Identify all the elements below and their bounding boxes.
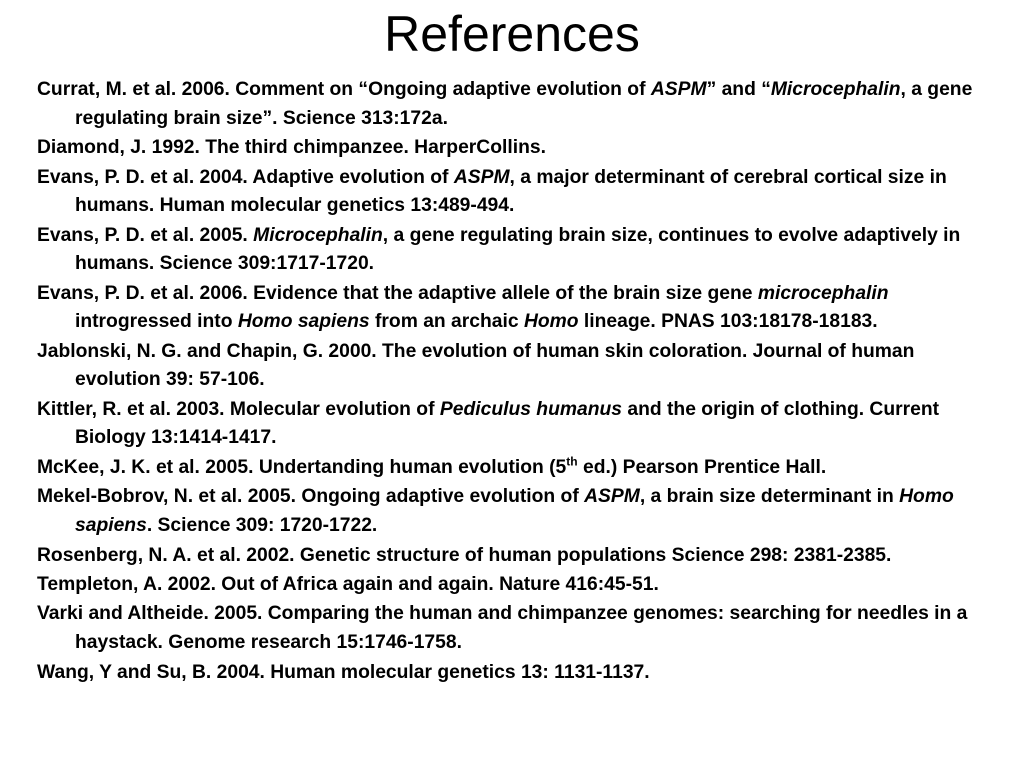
reference-text: from an archaic xyxy=(369,311,524,333)
reference-text: Wang, Y and Su, B. 2004. Human molecular genetics 13: 1131-1137. xyxy=(37,661,650,683)
reference-item xyxy=(37,454,997,483)
reference-item xyxy=(37,76,997,133)
reference-item xyxy=(37,542,997,571)
reference-italic-text: ASPM xyxy=(584,486,640,508)
reference-item xyxy=(37,571,997,600)
reference-text: Varki and Altheide. 2005. Comparing the human and chimpanzee genomes: searching for needles in a haystack. Genome research 15:1746-1758. xyxy=(37,603,968,654)
reference-text: Templeton, A. 2002. Out of Africa again and again. Nature 416:45-51. xyxy=(37,574,659,595)
reference-item xyxy=(37,600,997,657)
reference-italic-text: Homo sapiens xyxy=(75,486,954,537)
reference-text: . Science 309: 1720-1722. xyxy=(146,515,378,537)
reference-italic-text: ASPM xyxy=(453,166,510,188)
reference-text: Evans, P. D. et al. 2006. Evidence that the adaptive allele of the brain size gene xyxy=(37,282,758,304)
reference-text: Currat, M. et al. 2006. Comment on “Ongoing adaptive evolution of xyxy=(37,79,651,100)
reference-item xyxy=(37,134,997,163)
reference-item xyxy=(37,659,997,688)
reference-text: Rosenberg, N. A. et al. 2002. Genetic structure of human populations Science 298: 2381-2385. xyxy=(37,544,892,566)
reference-superscript: th xyxy=(566,454,578,469)
reference-item xyxy=(37,396,997,453)
page-title: References xyxy=(384,6,640,62)
reference-item xyxy=(37,338,997,395)
reference-list xyxy=(37,76,997,688)
reference-text: Evans, P. D. et al. 2005. xyxy=(37,224,254,246)
reference-item xyxy=(37,222,997,279)
reference-text: and the origin of clothing. Current Biology 13:1414-1417. xyxy=(75,398,940,449)
reference-italic-text: microcephalin xyxy=(757,282,889,304)
reference-italic-text: Pediculus humanus xyxy=(439,398,623,420)
reference-italic-text: Homo xyxy=(523,311,579,333)
reference-italic-text: Homo sapiens xyxy=(237,311,370,333)
reference-text: , a brain size determinant in xyxy=(639,486,900,508)
reference-text: Mekel-Bobrov, N. et al. 2005. Ongoing adaptive evolution of xyxy=(37,486,585,508)
reference-text: McKee, J. K. et al. 2005. Undertanding human evolution (5 xyxy=(37,456,567,478)
reference-italic-text: Microcephalin xyxy=(770,79,901,100)
reference-italic-text: ASPM xyxy=(650,79,707,100)
reference-item xyxy=(37,280,997,337)
reference-italic-text: Microcephalin xyxy=(253,224,383,246)
reference-text: Evans, P. D. et al. 2004. Adaptive evolution of xyxy=(37,166,454,188)
reference-text: lineage. PNAS 103:18178-18183. xyxy=(578,311,878,333)
reference-text: Jablonski, N. G. and Chapin, G. 2000. The evolution of human skin coloration. Journal of human evolution 39: 57-106. xyxy=(37,340,915,391)
reference-text: Diamond, J. 1992. The third chimpanzee. HarperCollins. xyxy=(37,137,546,159)
reference-text: , a gene regulating brain size, continues to evolve adaptively in humans. Science 309:1717-1720. xyxy=(75,224,961,275)
reference-text: ed.) Pearson Prentice Hall. xyxy=(577,456,827,478)
reference-item xyxy=(37,164,997,221)
reference-text: ” and “ xyxy=(706,79,771,100)
reference-text: , a major determinant of cerebral cortical size in humans. Human molecular genetics 13:489-494. xyxy=(75,166,947,217)
reference-text: introgressed into xyxy=(75,311,238,333)
reference-item xyxy=(37,483,997,540)
reference-text: , a gene regulating brain size”. Science 313:172a. xyxy=(75,79,973,129)
reference-text: Kittler, R. et al. 2003. Molecular evolution of xyxy=(37,398,440,420)
